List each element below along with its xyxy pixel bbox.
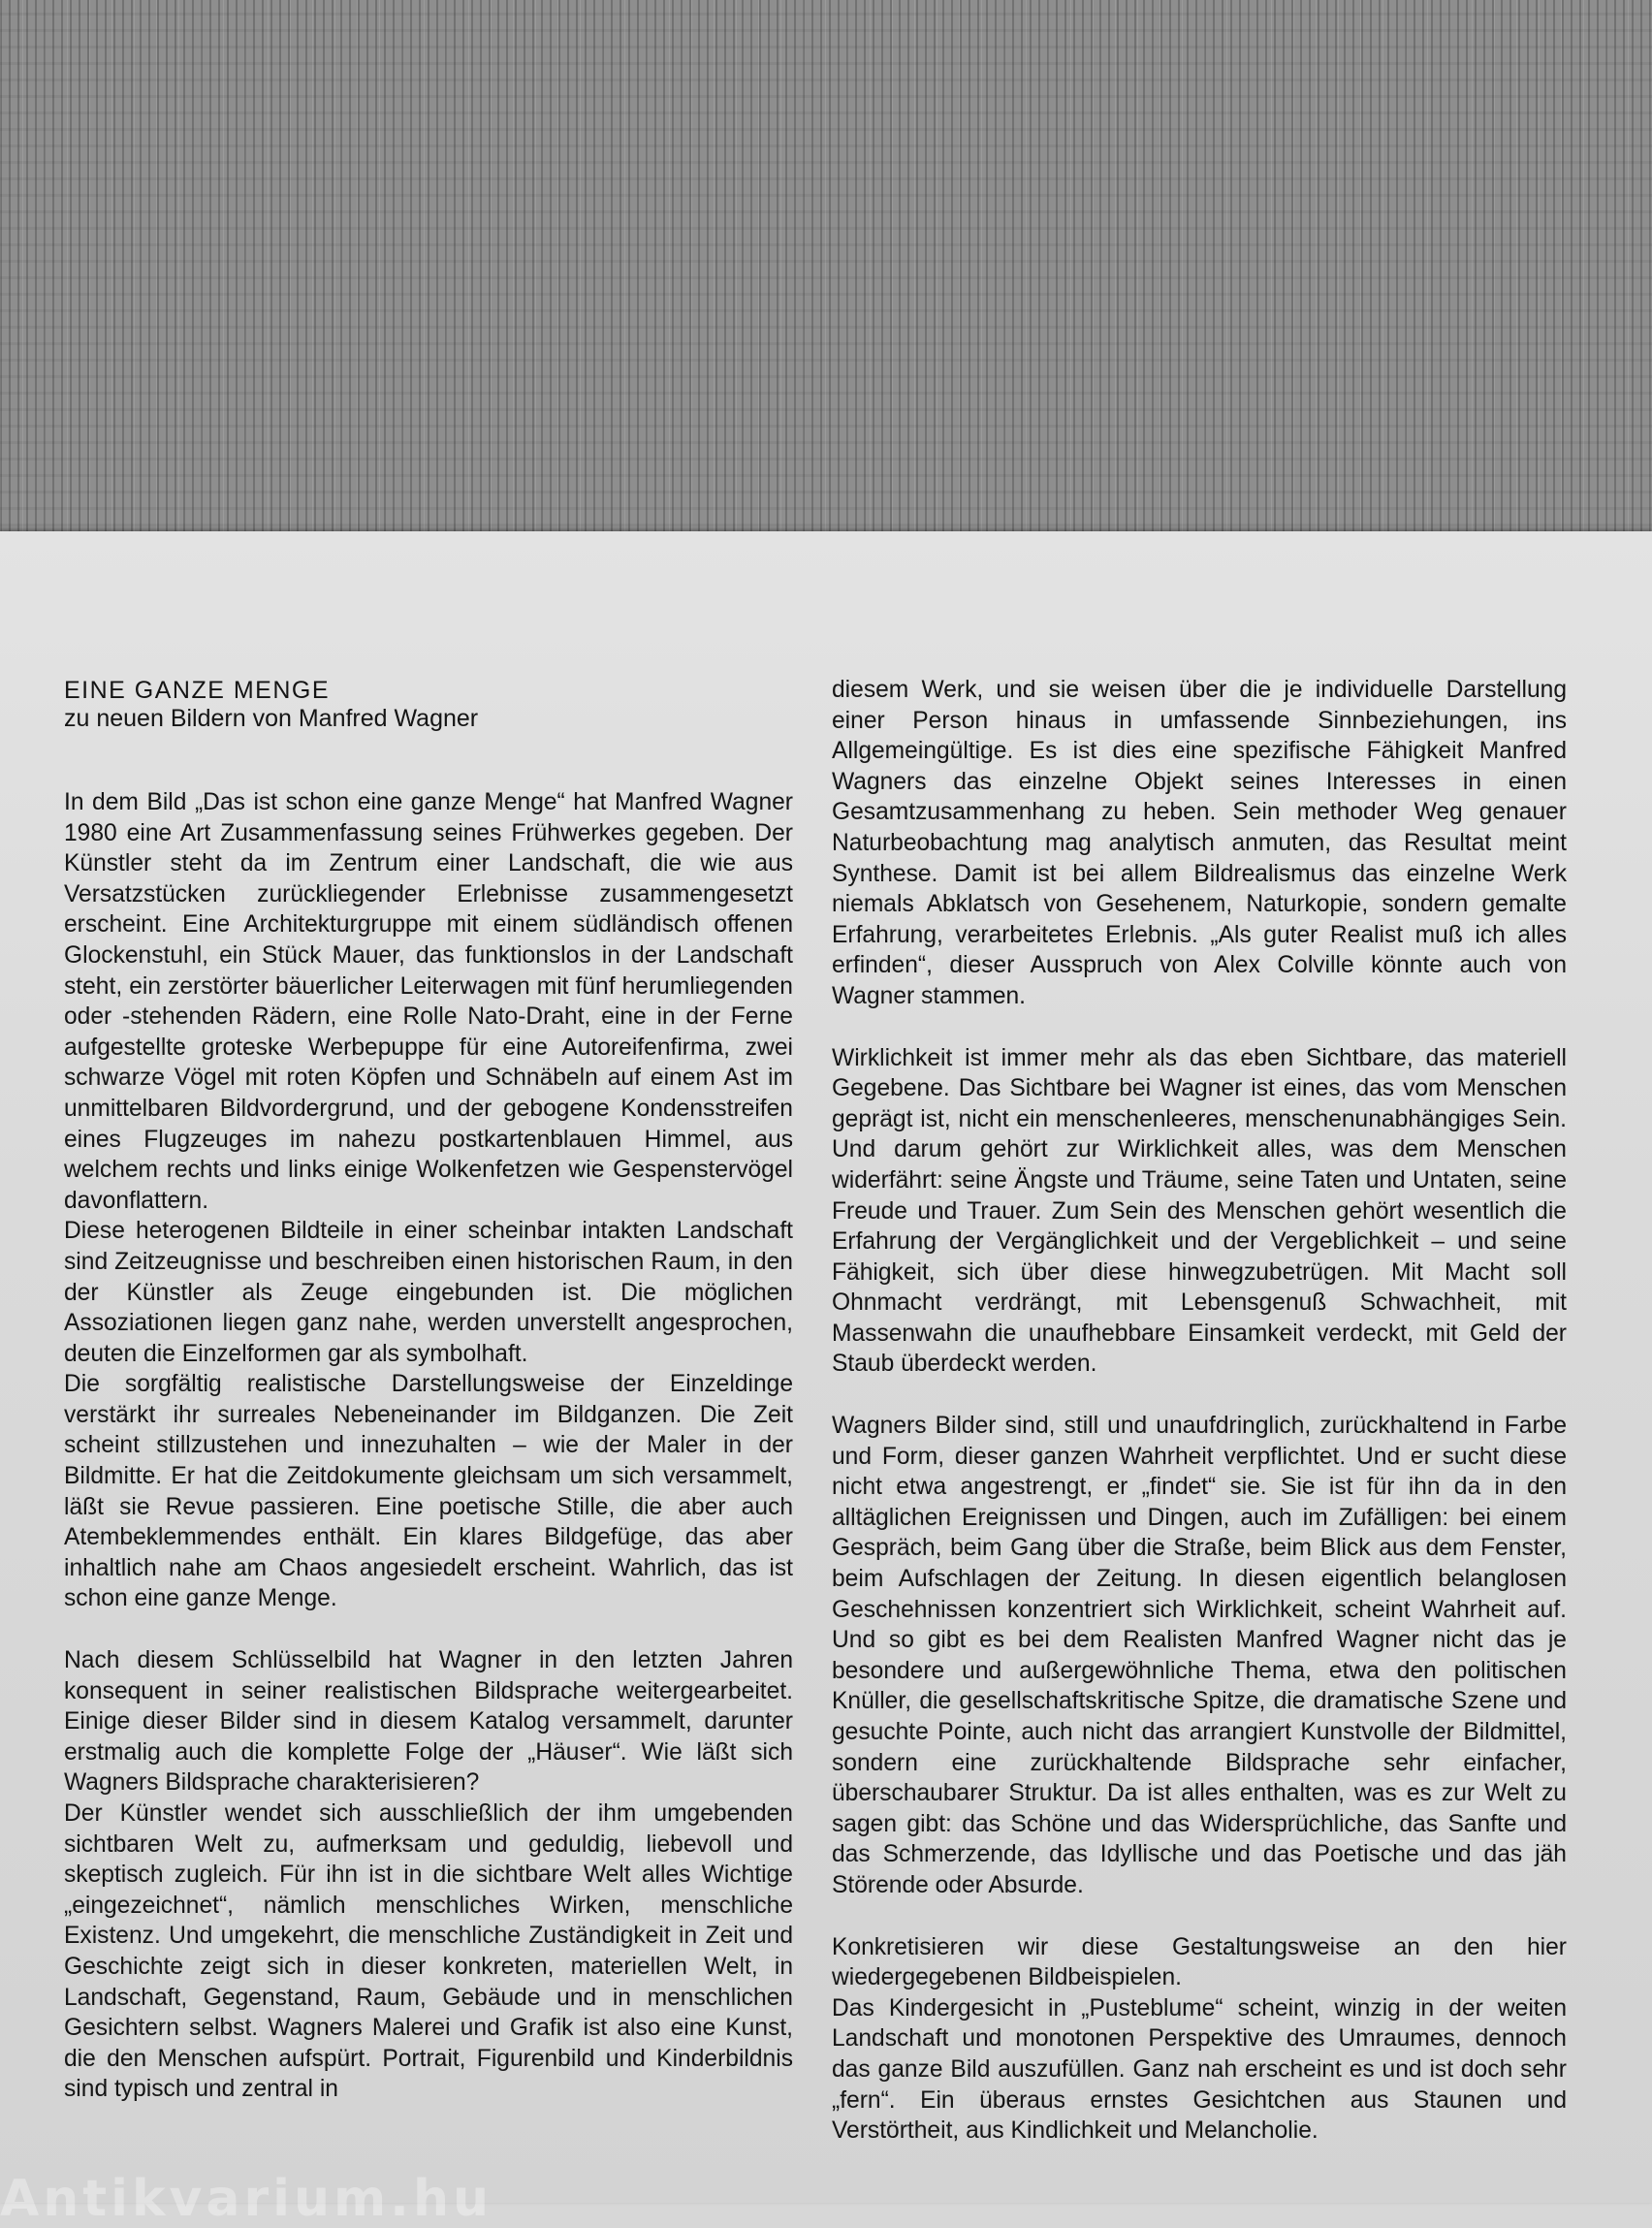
left-column [64, 677, 793, 2105]
watermark: Antikvarium.hu [0, 2170, 492, 2228]
paragraph: Das Kindergesicht in „Pusteblume“ scheint, winzig in der weiten Landschaft und monotonen Perspektive des Umraumes, dennoch das ganze Bild auszufüllen. Ganz nah erscheint es und ist doch sehr „fern“. Ein überaus ernstes Gesichtchen aus Staunen und Verstörtheit, aus Kindlichkeit und Melancholie. [832, 1994, 1567, 2145]
article-title: EINE GANZE MENGE [64, 677, 331, 704]
paragraph: Die sorgfältig realistische Darstellungsweise der Einzeldinge verstärkt ihr surreales Nebeneinander im Bildganzen. Die Zeit scheint stillzustehen und innezuhalten – wie der Maler in der Bildmitte. Er hat die Zeitdokumente gleichsam um sich versammelt, läßt sie Revue passieren. Eine poetische Stille, die aber auch Atembeklemmendes enthält. Ein klares Bildgefüge, das aber inhaltlich nahe am Chaos angesiedelt erscheint. Wahrlich, das ist schon eine ganze Menge. [64, 1371, 793, 1612]
document-page [0, 531, 1652, 2203]
article-subtitle: zu neuen Bildern von Manfred Wagner [64, 705, 479, 732]
paragraph: Diese heterogenen Bildteile in einer scheinbar intakten Landschaft sind Zeitzeugnisse und beschreiben einen historischen Raum, in den der Künstler als Zeuge eingebunden ist. Die möglichen Assoziationen liegen ganz nahe, werden unverstellt angesprochen, deuten die Einzelformen gar als symbolhaft. [64, 1218, 793, 1367]
paragraph: Der Künstler wendet sich ausschließlich der ihm umgebenden sichtbaren Welt zu, aufmerksam und geduldig, liebevoll und skeptisch zugleich. Für ihn ist in die sichtbare Welt alles Wichtige „eingezeichnet“, nämlich menschliches Wirken, menschliche Existenz. Und umgekehrt, die menschliche Zuständigkeit in Zeit und Geschichte zeigt sich in dieser konkreten, materiellen Welt, in Landschaft, Gegenstand, Raum, Gebäude und in menschlichen Gesichtern selbst. Wagners Malerei und Grafik ist also eine Kunst, die den Menschen aufspürt. Portrait, Figurenbild und Kinderbildnis sind typisch und zentral in [64, 1800, 793, 2103]
textured-background [0, 0, 1652, 543]
right-column [832, 675, 1567, 2147]
paragraph: Wirklichkeit ist immer mehr als das eben Sichtbare, das materiell Gegebene. Das Sichtbare bei Wagner ist eines, das vom Menschen geprägt ist, nicht ein menschenleeres, menschenunabhängiges Sein. Und darum gehört zur Wirklichkeit alles, was dem Menschen widerfährt: seine Ängste und Träume, seine Taten und Untaten, seine Freude und Trauer. Zum Sein des Menschen gehört wesentlich die Erfahrung der Vergänglichkeit und der Vergeblichkeit – und seine Fähigkeit, sich über diese hinwegzubetrügen. Mit Macht soll Ohnmacht verdrängt, mit Lebensgenuß Schwachheit, mit Massenwahn die unaufhebbare Einsamkeit verdeckt, mit Geld der Staub überdeckt werden. [832, 1044, 1567, 1378]
paragraph: Konkretisieren wir diese Gestaltungsweise an den hier wiedergegebenen Bildbeispielen. [832, 1933, 1567, 1991]
paragraph: In dem Bild „Das ist schon eine ganze Menge“ hat Manfred Wagner 1980 eine Art Zusammenfassung seines Frühwerkes gegeben. Der Künstler steht da im Zentrum einer Landschaft, die wie aus Versatzstücken zurückliegender Erlebnisse zusammengesetzt erscheint. Eine Architekturgruppe mit einem südländisch offenen Glockenstuhl, ein Stück Mauer, das funktionslos in der Landschaft steht, ein zerstörter bäuerlicher Leiterwagen mit fünf herumliegenden oder -stehenden Rädern, eine Rolle Nato-Draht, eine in der Ferne aufgestellte groteske Werbepuppe für eine Autoreifenfirma, zwei schwarze Vögel mit roten Köpfen und Schnäbeln auf einem Ast im unmittelbaren Bildvordergrund, und der gebogene Kondensstreifen eines Flugzeuges im nahezu postkartenblauen Himmel, aus welchem rechts und links einige Wolkenfetzen wie Gespenstervögel davonflattern. [64, 789, 793, 1214]
paragraph: diesem Werk, und sie weisen über die je individuelle Darstellung einer Person hinaus in umfassende Sinnbeziehungen, ins Allgemeingültige. Es ist dies eine spezifische Fähigkeit Manfred Wagners das einzelne Objekt seines Interesses in einen Gesamtzusammenhang zu heben. Sein methoder Weg genauer Naturbeobachtung mag analytisch anmuten, das Resultat meint Synthese. Damit ist bei allem Bildrealismus das einzelne Werk niemals Abklatsch von Gesehenem, Naturkopie, sondern gemalte Erfahrung, verarbeitetes Erlebnis. „Als guter Realist muß ich alles erfinden“, dieser Ausspruch von Alex Colville könnte auch von Wagner stammen. [832, 677, 1567, 1009]
paragraph: Wagners Bilder sind, still und unaufdringlich, zurückhaltend in Farbe und Form, dieser ganzen Wahrheit verpflichtet. Und er sucht diese nicht etwa angestrengt, er „findet“ sie. Sie ist für ihn da in den alltäglichen Ereignissen und Dingen, auch im Zufälligen: bei einem Gespräch, beim Gang über die Straße, beim Blick aus dem Fenster, beim Aufschlagen der Zeitung. In diesen eigentlich belanglosen Geschehnissen konzentriert sich Wirklichkeit, scheint Wahrheit auf. Und so gibt es bei dem Realisten Manfred Wagner nicht das je besondere und außergewöhnliche Thema, etwa den politischen Knüller, die gesellschaftskritische Spitze, die dramatische Szene und gesuchte Pointe, auch nicht das arrangiert Kunstvolle der Bildmittel, sondern eine zurückhaltende Bildsprache sehr einfacher, überschaubarer Struktur. Da ist alles enthalten, was es zur Welt zu sagen gibt: das Schöne und das Widersprüchliche, das Sanfte und das Schmerzende, das Idyllische und das Poetische und das jäh Störende oder Absurde. [832, 1413, 1567, 1898]
paragraph: Nach diesem Schlüsselbild hat Wagner in den letzten Jahren konsequent in seiner realistischen Bildsprache weitergearbeitet. Einige dieser Bilder sind in diesem Katalog versammelt, darunter erstmalig auch die komplette Folge der „Häuser“. Wie läßt sich Wagners Bildsprache charakterisieren? [64, 1647, 793, 1797]
